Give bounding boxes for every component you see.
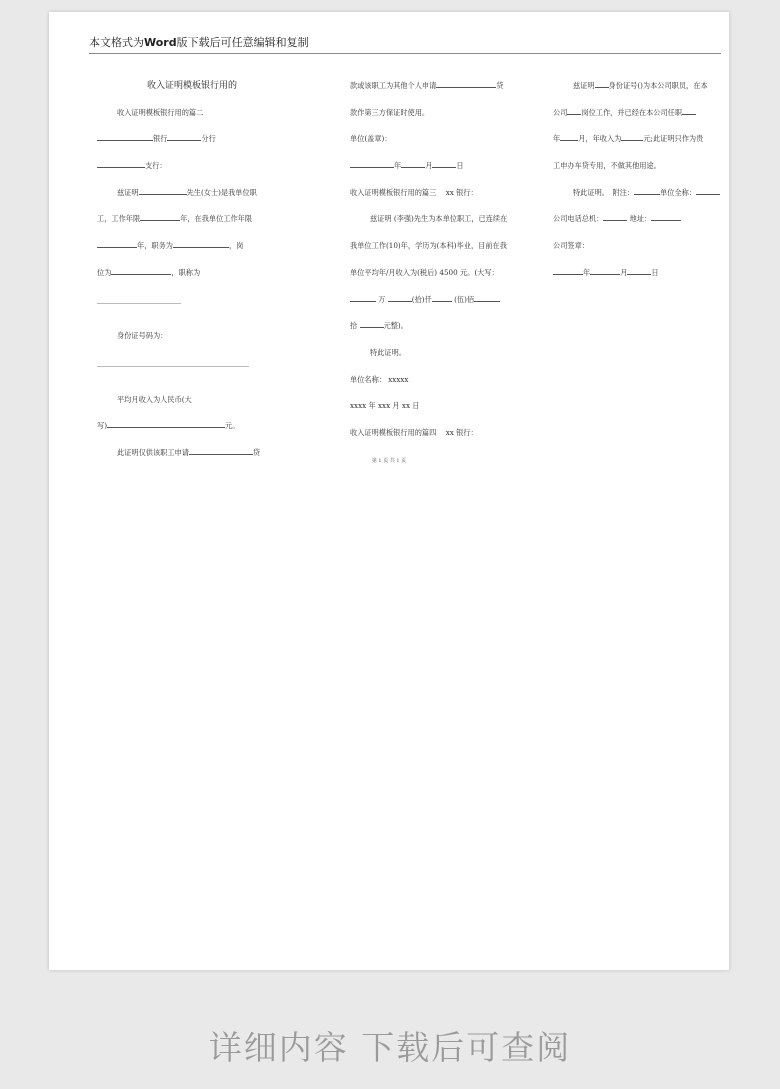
date-line [553, 266, 743, 293]
blank [603, 212, 627, 221]
notice-word: Word [144, 36, 177, 49]
blank [553, 266, 583, 275]
text: 先生(女士)是我单位职 [186, 187, 257, 197]
subbranch-label: 支行： [145, 161, 167, 171]
month-label: 月 [620, 267, 628, 277]
text: 岗位工作，并已经在本公司任职 [581, 107, 683, 117]
loan-line [350, 79, 535, 106]
text-line: 我单位工作(10)年，学历为(本科)毕业，目前在我 [350, 241, 507, 251]
blank [139, 186, 187, 195]
text-line: 单位平均年/月收入为(税后) 4500 元。(大写： [350, 267, 499, 277]
amount-words-line-2 [350, 319, 535, 346]
section-title-2: 收入证明模板银行用的篇二 [117, 107, 204, 117]
text: 公司电话总机： [553, 214, 604, 224]
blank [111, 266, 171, 275]
text-line: 特此证明。 [370, 347, 406, 357]
blank [560, 132, 578, 141]
rule [97, 303, 181, 304]
text: 拾 [350, 321, 358, 331]
blank [97, 132, 153, 141]
notice-post: 版下载后可任意编辑和复制 [176, 36, 309, 49]
notice-pre: 本文格式为 [89, 36, 144, 49]
text: 位为 [97, 267, 112, 277]
blank [682, 106, 696, 115]
year-label: 年 [394, 161, 402, 171]
text: 元。 [225, 421, 240, 431]
blank [350, 293, 376, 302]
doc-title: 收入证明模板银行用的 [146, 81, 237, 91]
blank [634, 186, 660, 195]
work-years-line [97, 212, 287, 239]
blank [696, 186, 720, 195]
id-blank-line [97, 366, 287, 393]
text: 贷 [496, 81, 504, 90]
phone-line [553, 212, 743, 239]
text: 单位全称： [660, 187, 697, 197]
blank [97, 239, 137, 248]
text: (拾)仟 [411, 294, 432, 304]
text: ，职称为 [171, 267, 201, 277]
text: 地址： [629, 214, 652, 224]
section-title-3: 收入证明模板银行用的篇三 xx 银行： [350, 187, 478, 197]
blank [107, 419, 177, 428]
text: 月，年收入为 [578, 134, 622, 144]
column-right [553, 79, 743, 293]
usage-line: 工申办车贷专用，不做其他用途。 [553, 161, 661, 171]
blank [432, 293, 452, 302]
text: 元;此证明只作为贵 [643, 134, 704, 144]
blank [177, 419, 225, 428]
blank [388, 293, 412, 302]
guarantee-line: 款作第三方保证时使用。 [350, 107, 430, 117]
certify-line [97, 186, 287, 213]
blank [436, 79, 496, 88]
text: 年 [553, 134, 561, 144]
text: 年，职务为 [137, 241, 173, 251]
id-label-line: 身份证号码为： [117, 331, 168, 341]
month-label: 月 [425, 161, 433, 171]
post-line [553, 106, 743, 133]
branch-label: 分行 [201, 134, 216, 144]
text: 元整)。 [383, 321, 408, 331]
blank [173, 239, 229, 248]
note-line [553, 186, 743, 213]
blank-line [97, 303, 287, 330]
text: 兹证明 [573, 81, 595, 90]
year-label: 年 [583, 267, 591, 277]
bank-line [97, 132, 287, 159]
text: 特此证明。 附注： [573, 187, 635, 197]
blank [350, 159, 394, 168]
blank [595, 79, 609, 88]
day-label: 日 [456, 161, 464, 171]
blank [567, 106, 581, 115]
text-line: 兹证明 (李强)先生为本单位职工，已连续在 [370, 214, 508, 224]
date-text-line: xxxx 年 xxx 月 xx 日 [350, 401, 420, 411]
column-left [97, 79, 287, 473]
text: 身份证号()为本公司职员，在本 [608, 81, 708, 90]
text: 年，在我单位工作年限 [180, 214, 253, 224]
document-page [49, 12, 729, 970]
download-banner: 详细内容 下载后可查阅 [208, 1028, 572, 1067]
subbranch-line [97, 159, 287, 186]
income-line [553, 132, 743, 159]
blank [474, 293, 500, 302]
blank [401, 159, 425, 168]
text: 工，工作年限 [97, 214, 141, 224]
text: 公司 [553, 107, 568, 117]
day-label: 日 [651, 267, 659, 277]
bank-label: 银行 [153, 134, 168, 144]
signature-line: 公司签章： [553, 241, 589, 251]
blank [651, 212, 681, 221]
amount-words-line [350, 293, 535, 320]
post-line [97, 266, 287, 293]
position-line [97, 239, 287, 266]
column-middle [350, 79, 535, 453]
blank [360, 319, 384, 328]
page-footer: 第 1 页 共 1 页 [371, 458, 407, 464]
blank [590, 266, 620, 275]
unit-name-line: 单位名称： xxxxx [350, 374, 409, 384]
text: 贷 [252, 447, 261, 457]
income-amount-line [97, 419, 287, 446]
blank [621, 132, 643, 141]
text: 万 [378, 294, 386, 304]
text: 款或该职工为其他个人申请 [350, 81, 437, 90]
income-line: 平均月收入为人民币(大 [117, 394, 192, 404]
blank [167, 132, 201, 141]
blank [189, 446, 253, 455]
text: 兹证明 [117, 187, 139, 197]
section-title-4: 收入证明模板银行用的篇四 xx 银行： [350, 427, 478, 437]
text: ，岗 [228, 241, 244, 251]
text: 此证明仅供该职工申请 [117, 447, 189, 457]
text: 写) [97, 421, 107, 431]
date-line [350, 159, 535, 186]
blank [627, 266, 651, 275]
text: (伍)佰 [454, 294, 475, 304]
blank [432, 159, 456, 168]
format-notice [89, 34, 721, 54]
blank [97, 159, 145, 168]
unit-seal-line: 单位(盖章)： [350, 134, 392, 144]
certify-line [553, 79, 743, 106]
blank [140, 212, 180, 221]
rule [97, 366, 249, 367]
